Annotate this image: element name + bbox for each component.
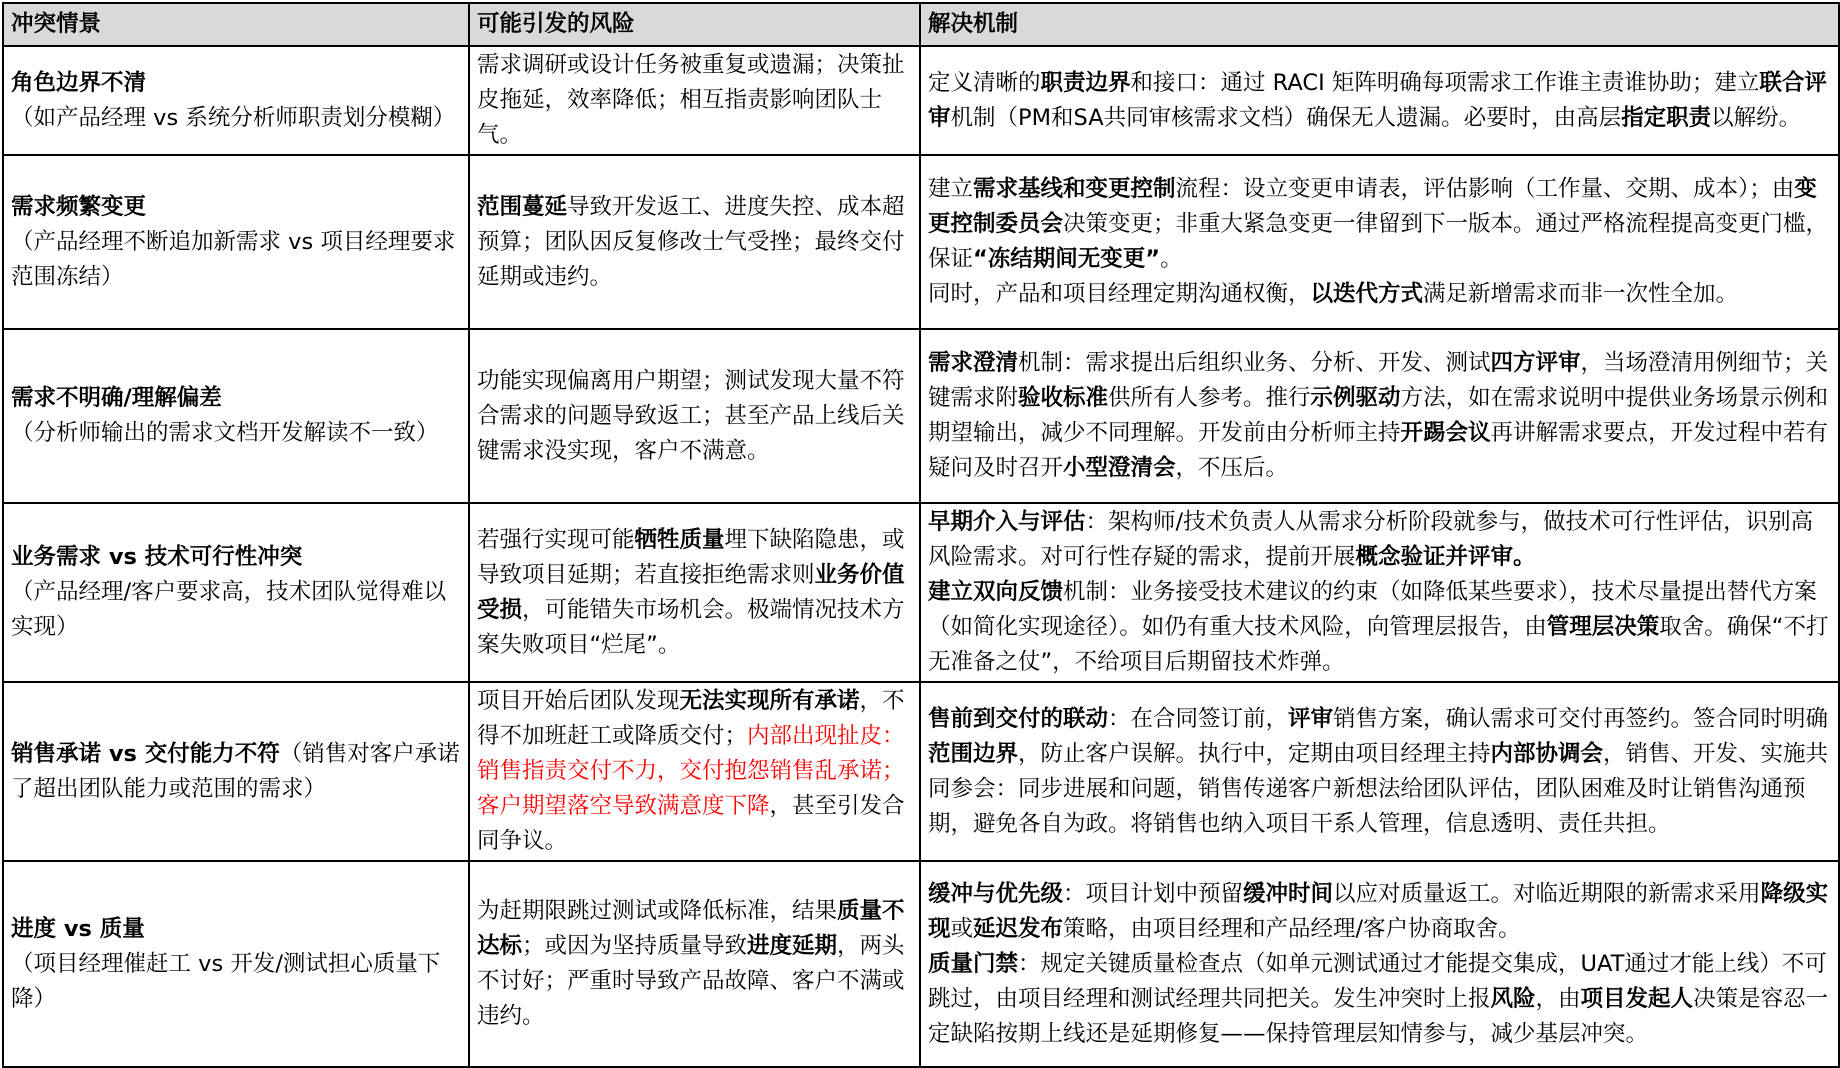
solution-cell	[920, 503, 1839, 682]
cell-text: 再讲解需求要点，开发过程中若有疑问及时召开	[928, 420, 1829, 481]
cell-text: 供所有人参考。推行	[1108, 385, 1311, 411]
conflict-table	[2, 2, 1840, 1068]
table-row	[3, 503, 1839, 682]
scenario-cell	[3, 682, 469, 861]
cell-text: 机制：需求提出后组织业务、分析、开发、测试	[1018, 350, 1491, 376]
cell-text: 导致开发返工、进度失控、成本超预算；团队因反复修改士气受挫；最终交付延期或违约。	[477, 193, 905, 290]
cell-text: 决策是容忍一定缺陷按期上线还是延期修复——保持管理层知情参与，减少基层冲突。	[928, 985, 1829, 1047]
bold-text: 早期介入与评估	[928, 509, 1086, 535]
bold-text: 角色边界不清	[11, 69, 147, 96]
cell-text: 为赶期限跳过测试或降低标准，结果	[477, 898, 838, 924]
cell-text: ：架构师/技术负责人从需求分析阶段就参与，做技术可行性评估，识别高风险需求。对可行性存疑的需求，提前开展	[928, 509, 1814, 570]
table-row	[3, 861, 1839, 1067]
scenario-cell	[3, 46, 469, 155]
bold-text: 验收标准	[1018, 385, 1109, 411]
table-row	[3, 329, 1839, 503]
solution-cell	[920, 861, 1839, 1067]
cell-text: ，销售、开发、实施共同参会：同步进展和问题，销售传递客户新想法给团队评估，团队困难及时让销售沟通预期，避免各自为政。将销售也纳入项目干系人管理，信息透明、责任共担。	[928, 740, 1829, 837]
bold-text: 四方评审	[1490, 350, 1581, 376]
cell-text: 机制：业务接受技术建议的约束（如降低某些要求），技术尽量提出替代方案（如简化实现途径）。如仍有重大技术风险，向管理层报告，由	[928, 579, 1817, 640]
bold-text: 开踢会议	[1400, 420, 1491, 446]
bold-text: 范围边界	[928, 740, 1019, 767]
header-risk: 可能引发的风险	[469, 3, 920, 46]
cell-text: 取舍。确保“不打无准备之仗”，不给项目后期留技术炸弹。	[928, 614, 1829, 675]
bold-text: 职责边界	[1040, 69, 1131, 96]
cell-text: 决策变更；非重大紧急变更一律留到下一版本。通过严格流程提高变更门槛，保证	[928, 211, 1829, 272]
cell-text: （产品经理/客户要求高，技术团队觉得难以实现）	[11, 579, 447, 640]
bold-text: 变更控制委员会	[928, 176, 1817, 237]
cell-text: 建立	[928, 176, 974, 202]
cell-text: ，不压后。	[1175, 455, 1289, 481]
bold-text: 建立双向反馈	[928, 579, 1064, 605]
bold-text: 指定职责	[1621, 104, 1712, 131]
cell-text: 以解纷。	[1711, 104, 1802, 131]
bold-text: 进度 vs 质量	[11, 915, 145, 942]
cell-text: （销售对客户承诺了超出团队能力或范围的需求）	[11, 740, 460, 802]
bold-text: 无法实现所有承诺	[679, 688, 860, 714]
bold-text: 质量不达标	[477, 898, 905, 959]
table-row	[3, 46, 1839, 155]
cell-text: ：在合同签订前，	[1108, 705, 1289, 732]
cell-text: ：项目计划中预留	[1063, 880, 1244, 907]
cell-text: （产品经理不断追加新需求 vs 项目经理要求范围冻结）	[11, 228, 456, 290]
bold-text: 销售承诺 vs 交付能力不符	[11, 740, 280, 767]
bold-text: 需求不明确/理解偏差	[11, 385, 222, 411]
bold-text: 风险	[1490, 985, 1536, 1012]
bold-text: 需求澄清	[928, 350, 1019, 376]
bold-text: 业务价值受损	[477, 561, 905, 623]
cell-text: 和接口：通过 RACI 矩阵明确每项需求工作谁主责谁协助；建立	[1130, 69, 1760, 96]
cell-text: 以应对质量返工。对临近期限的新需求采用	[1333, 880, 1761, 907]
bold-text: 联合评审	[928, 69, 1827, 131]
highlight-text: 内部出现扯皮：销售指责交付不力，交付抱怨销售乱承诺；客户期望落空导致满意度下降	[477, 723, 905, 819]
bold-text: 概念验证并评审。	[1355, 544, 1536, 570]
cell-text: 流程：设立变更申请表，评估影响（工作量、交期、成本）；由	[1175, 176, 1795, 202]
bold-text: 降级实现	[928, 880, 1829, 942]
table-row	[3, 682, 1839, 861]
cell-text: （项目经理催赶工 vs 开发/测试担心质量下降）	[11, 950, 441, 1012]
scenario-cell	[3, 329, 469, 503]
cell-text: （如产品经理 vs 系统分析师职责划分模糊）	[11, 104, 456, 131]
bold-text: 进度延期	[747, 933, 838, 959]
cell-text: （分析师输出的需求文档开发解读不一致）	[11, 420, 439, 446]
cell-text: 需求调研或设计任务被重复或遗漏；决策扯皮拖延，效率降低；相互指责影响团队士气。	[477, 52, 905, 148]
bold-text: 需求频繁变更	[11, 193, 147, 220]
cell-text: 定义清晰的	[928, 69, 1041, 96]
cell-text: 策略，由项目经理和产品经理/客户协商取舍。	[1063, 915, 1521, 942]
cell-text: ：规定关键质量检查点（如单元测试通过才能提交集成，UAT通过才能上线）不可跳过，由项目经理和测试经理共同把关。发生冲突时上报	[928, 950, 1827, 1012]
bold-text: 延迟发布	[973, 915, 1064, 942]
bold-text: 范围蔓延	[477, 193, 568, 220]
scenario-cell	[3, 155, 469, 329]
bold-text: 项目发起人	[1580, 985, 1694, 1012]
scenario-cell	[3, 503, 469, 682]
table-row	[3, 155, 1839, 329]
header-solution: 解决机制	[920, 3, 1839, 46]
risk-cell	[469, 503, 920, 682]
cell-text: 销售方案，确认需求可交付再签约。签合同时明确	[1333, 705, 1829, 732]
solution-cell	[920, 682, 1839, 861]
risk-cell	[469, 329, 920, 503]
cell-text: ，不得不加班赶工或降质交付；	[477, 688, 905, 749]
risk-cell	[469, 46, 920, 155]
cell-text: ，两头不讨好；严重时导致产品故障、客户不满或违约。	[477, 933, 905, 1029]
risk-cell	[469, 682, 920, 861]
solution-cell	[920, 46, 1839, 155]
bold-text: 牺牲质量	[634, 526, 725, 553]
risk-cell	[469, 155, 920, 329]
bold-text: 内部协调会	[1490, 740, 1604, 767]
cell-text: 满足新增需求而非一次性全加。	[1423, 281, 1739, 307]
cell-text: 方法，如在需求说明中提供业务场景示例和期望输出，减少不同理解。开发前由分析师主持	[928, 385, 1829, 446]
cell-text: 埋下缺陷隐患，或导致项目延期；若直接拒绝需求则	[477, 526, 905, 588]
bold-text: 评审	[1288, 705, 1334, 732]
cell-text: ，甚至引发合同争议。	[477, 793, 905, 854]
solution-cell	[920, 155, 1839, 329]
cell-text: 。	[1160, 246, 1183, 272]
cell-text: 或	[950, 915, 974, 942]
cell-text: 同时，产品和项目经理定期沟通权衡，	[928, 281, 1311, 307]
solution-cell	[920, 329, 1839, 503]
cell-text: ，由	[1535, 985, 1581, 1012]
cell-text: 功能实现偏离用户期望；测试发现大量不符合需求的问题导致返工；甚至产品上线后关键需求没实现，客户不满意。	[477, 367, 905, 464]
cell-text: 项目开始后团队发现	[477, 688, 680, 714]
cell-text: ，防止客户误解。执行中，定期由项目经理主持	[1018, 740, 1491, 767]
cell-text: 若强行实现可能	[477, 526, 635, 553]
cell-text: ，当场澄清用例细节；关键需求附	[928, 350, 1829, 411]
bold-text: 以迭代方式	[1310, 281, 1424, 307]
bold-text: 缓冲与优先级	[928, 880, 1064, 907]
bold-text: “冻结期间无变更”	[973, 246, 1161, 272]
bold-text: 缓冲时间	[1243, 880, 1334, 907]
scenario-cell	[3, 861, 469, 1067]
bold-text: 示例驱动	[1310, 385, 1401, 411]
bold-text: 业务需求 vs 技术可行性冲突	[11, 544, 303, 570]
cell-text: ，可能错失市场机会。极端情况技术方案失败项目“烂尾”。	[477, 596, 905, 658]
bold-text: 小型澄清会	[1063, 455, 1176, 481]
cell-text: 机制（PM和SA共同审核需求文档）确保无人遗漏。必要时，由高层	[950, 104, 1622, 131]
cell-text: ；或因为坚持质量导致	[522, 933, 748, 959]
bold-text: 售前到交付的联动	[928, 705, 1109, 732]
bold-text: 质量门禁	[928, 950, 1019, 977]
risk-cell	[469, 861, 920, 1067]
header-row	[3, 3, 1839, 46]
bold-text: 需求基线和变更控制	[973, 176, 1176, 202]
bold-text: 管理层决策	[1546, 614, 1660, 640]
header-scenario: 冲突情景	[3, 3, 469, 46]
